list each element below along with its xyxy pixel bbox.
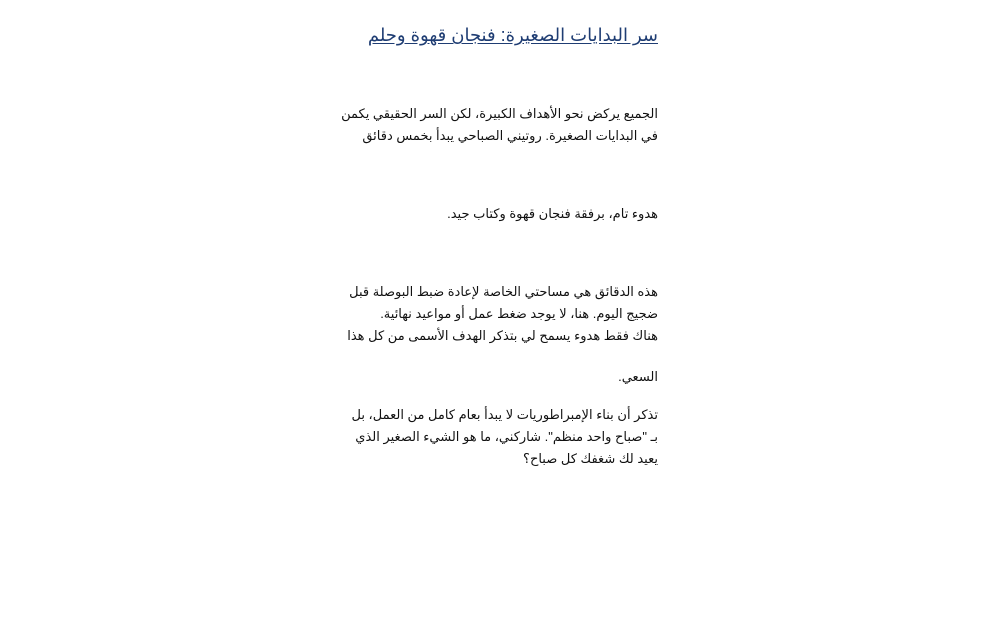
paragraph-line: السعي. [618, 369, 658, 384]
paragraph-intro [340, 103, 658, 147]
paragraph-line: هذه الدقائق هي مساحتي الخاصة لإعادة ضبط البوصلة قبل [349, 284, 658, 299]
paragraph-line: هدوء تام، برفقة فنجان قهوة وكتاب جيد. [447, 206, 658, 221]
page-title: سر البدايات الصغيرة: فنجان قهوة وحلم [367, 25, 658, 45]
paragraph-striving [340, 366, 658, 388]
paragraph-line: هناك فقط هدوء يسمح لي بتذكر الهدف الأسمى من كل هذا [347, 328, 658, 343]
paragraph-line: بـ "صباح واحد منظم". شاركني، ما هو الشيء الصغير الذي [355, 429, 658, 444]
paragraph-line: تذكر أن بناء الإمبراطوريات لا يبدأ بعام كامل من العمل، بل [351, 407, 658, 422]
paragraph-line: ضجيج اليوم. هنا، لا يوجد ضغط عمل أو مواعيد نهائية. [380, 306, 658, 321]
paragraph-closing [340, 404, 658, 470]
paragraph-line: الجميع يركض نحو الأهداف الكبيرة، لكن السر الحقيقي يكمن [341, 106, 658, 121]
paragraph-line: يعيد لك شغفك كل صباح؟ [523, 451, 658, 466]
paragraph-reset [340, 281, 658, 347]
paragraph-calm [340, 203, 658, 225]
paragraph-line: في البدايات الصغيرة. روتيني الصباحي يبدأ بخمس دقائق [362, 128, 658, 143]
